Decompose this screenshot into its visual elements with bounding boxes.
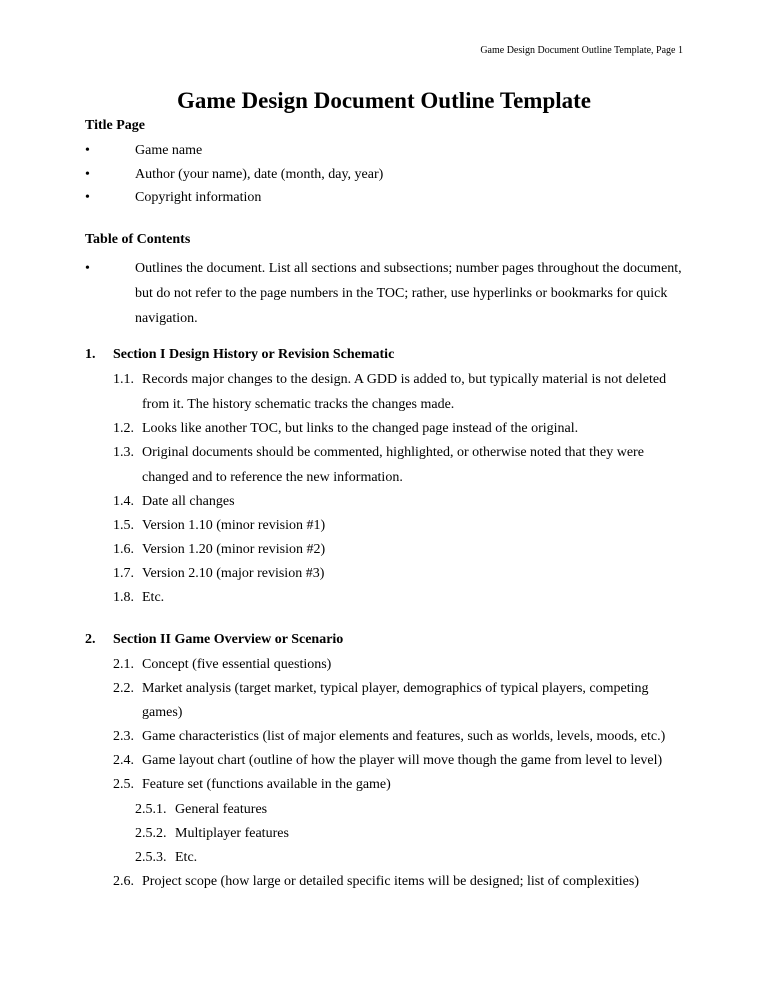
outline-text: Date all changes <box>142 494 235 509</box>
toc-text-line: navigation. <box>135 311 198 326</box>
outline-text: from it. The history schematic tracks the changes made. <box>142 397 455 412</box>
outline-text: Version 1.20 (minor revision #2) <box>142 542 326 557</box>
outline-number: 2.2. <box>113 681 134 696</box>
outline-text: Original documents should be commented, highlighted, or otherwise noted that they were <box>142 445 644 460</box>
outline-number: 1.4. <box>113 494 134 509</box>
outline-text: Concept (five essential questions) <box>142 657 332 672</box>
outline-text: changed and to reference the new information. <box>142 470 403 485</box>
list-item: Copyright information <box>135 190 262 205</box>
outline-text: Etc. <box>142 590 165 605</box>
outline-text: games) <box>142 705 183 720</box>
outline-number: 1.7. <box>113 566 134 581</box>
outline-number: 1.3. <box>113 445 134 460</box>
outline-text: Feature set (functions available in the game) <box>142 777 391 792</box>
outline-number: 2.3. <box>113 729 134 744</box>
outline-text: Records major changes to the design. A GDD is added to, but typically material is not deleted <box>142 372 667 387</box>
running-head: Game Design Document Outline Template, Page 1 <box>480 45 683 56</box>
sub-outline-text: Multiplayer features <box>175 826 289 841</box>
sub-outline-number: 2.5.1. <box>135 802 167 817</box>
sub-outline-text: General features <box>175 802 268 817</box>
list-item: Author (your name), date (month, day, year) <box>135 167 384 182</box>
outline-number: 2.6. <box>113 874 134 889</box>
bullet: • <box>85 143 90 158</box>
outline-text: Project scope (how large or detailed specific items will be designed; list of complexities) <box>142 874 639 889</box>
outline-text: Game layout chart (outline of how the player will move though the game from level to level) <box>142 753 663 768</box>
document-title: Game Design Document Outline Template <box>177 88 591 113</box>
outline-number: 2.1. <box>113 657 134 672</box>
section-number: 1. <box>85 347 96 362</box>
outline-number: 2.4. <box>113 753 134 768</box>
section-number: 2. <box>85 632 96 647</box>
outline-number: 1.5. <box>113 518 134 533</box>
sub-outline-text: Etc. <box>175 850 198 865</box>
bullet: • <box>85 261 90 276</box>
outline-text: Version 2.10 (major revision #3) <box>142 566 325 581</box>
outline-number: 2.5. <box>113 777 134 792</box>
toc-heading: Table of Contents <box>85 232 191 247</box>
outline-number: 1.2. <box>113 421 134 436</box>
sub-outline-number: 2.5.2. <box>135 826 167 841</box>
outline-text: Market analysis (target market, typical player, demographics of typical players, competing <box>142 681 649 696</box>
bullet: • <box>85 190 90 205</box>
section1-heading: Section I Design History or Revision Schematic <box>113 347 395 362</box>
outline-text: Version 1.10 (minor revision #1) <box>142 518 326 533</box>
outline-number: 1.1. <box>113 372 134 387</box>
bullet: • <box>85 167 90 182</box>
list-item: Game name <box>135 143 203 158</box>
sub-outline-number: 2.5.3. <box>135 850 167 865</box>
toc-text-line: but do not refer to the page numbers in the TOC; rather, use hyperlinks or bookmarks for quick <box>135 286 668 301</box>
outline-number: 1.8. <box>113 590 134 605</box>
section2-heading: Section II Game Overview or Scenario <box>113 632 344 647</box>
outline-text: Looks like another TOC, but links to the changed page instead of the original. <box>142 421 579 436</box>
outline-number: 1.6. <box>113 542 134 557</box>
title-page-heading: Title Page <box>85 118 146 133</box>
toc-text-line: Outlines the document. List all sections and subsections; number pages throughout the document, <box>135 261 682 276</box>
outline-text: Game characteristics (list of major elements and features, such as worlds, levels, moods, etc.) <box>142 729 666 744</box>
